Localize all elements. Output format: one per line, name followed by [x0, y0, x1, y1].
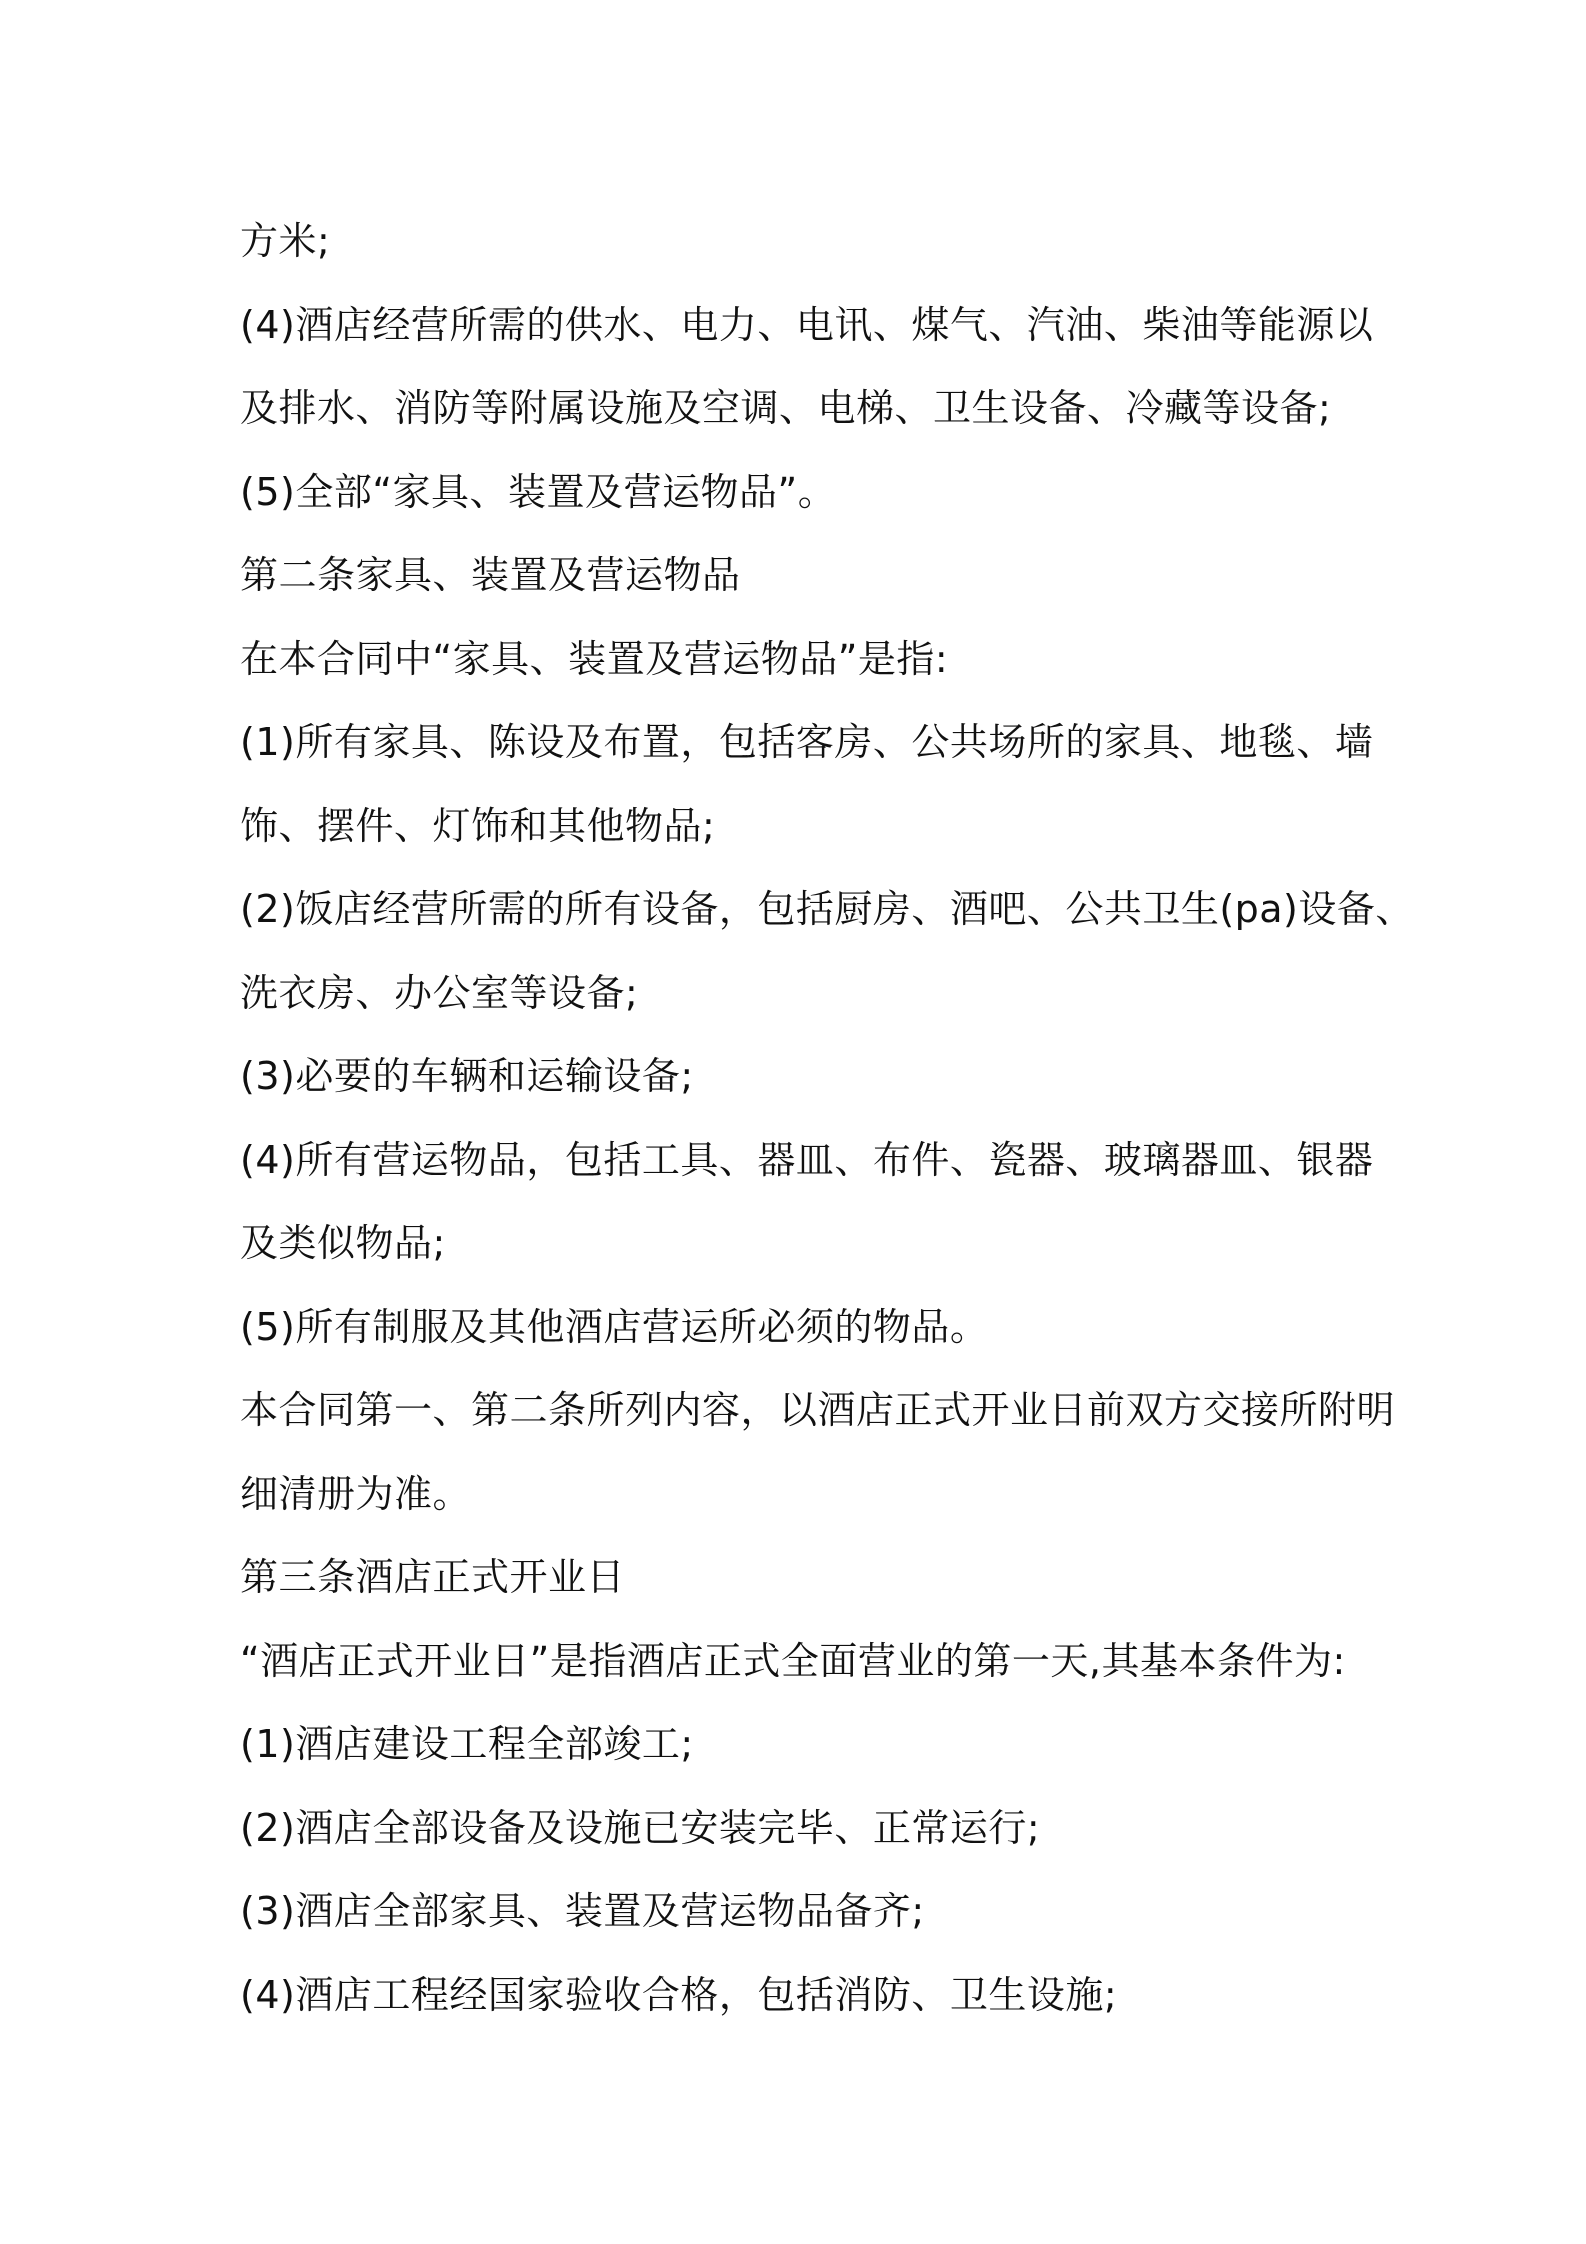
- text-line: (3)酒店全部家具、装置及营运物品备齐;: [240, 1889, 925, 1933]
- text-line: (5)全部“家具、装置及营运物品”。: [240, 469, 837, 514]
- text-line: (4)所有营运物品，包括工具、器皿、布件、瓷器、玻璃器皿、银器: [240, 1137, 1374, 1182]
- text-line: 洗衣房、办公室等设备;: [240, 970, 639, 1015]
- text-line: 及排水、消防等附属设施及空调、电梯、卫生设备、冷藏等设备;: [240, 386, 1332, 430]
- text-line: 本合同第一、第二条所列内容，以酒店正式开业日前双方交接所附明: [240, 1388, 1396, 1432]
- text-line: (5)所有制服及其他酒店营运所必须的物品。: [240, 1304, 989, 1349]
- section-heading: 第三条酒店正式开业日: [240, 1555, 626, 1599]
- text-line: 在本合同中“家具、装置及营运物品”是指:: [240, 636, 949, 681]
- text-line: (1)酒店建设工程全部竣工;: [240, 1722, 694, 1766]
- text-line: 及类似物品;: [240, 1221, 446, 1265]
- document-body: [240, 200, 1414, 2037]
- text-line: (1)所有家具、陈设及布置，包括客房、公共场所的家具、地毯、墙: [240, 720, 1374, 764]
- text-line: (3)必要的车辆和运输设备;: [240, 1054, 694, 1098]
- text-line: (4)酒店工程经国家验收合格，包括消防、卫生设施;: [240, 1972, 1118, 2017]
- text-line: 方米;: [240, 219, 331, 263]
- text-line: 饰、摆件、灯饰和其他物品;: [240, 803, 716, 848]
- text-line: (2)酒店全部设备及设施已安装完毕、正常运行;: [240, 1805, 1041, 1850]
- text-line: “酒店正式开业日”是指酒店正式全面营业的第一天,其基本条件为:: [240, 1638, 1346, 1683]
- section-heading: 第二条家具、装置及营运物品: [240, 553, 741, 597]
- text-line: (4)酒店经营所需的供水、电力、电讯、煤气、汽油、柴油等能源以: [240, 302, 1374, 347]
- text-line: 细清册为准。: [240, 1471, 472, 1516]
- text-line: (2)饭店经营所需的所有设备，包括厨房、酒吧、公共卫生(pa)设备、: [240, 887, 1414, 931]
